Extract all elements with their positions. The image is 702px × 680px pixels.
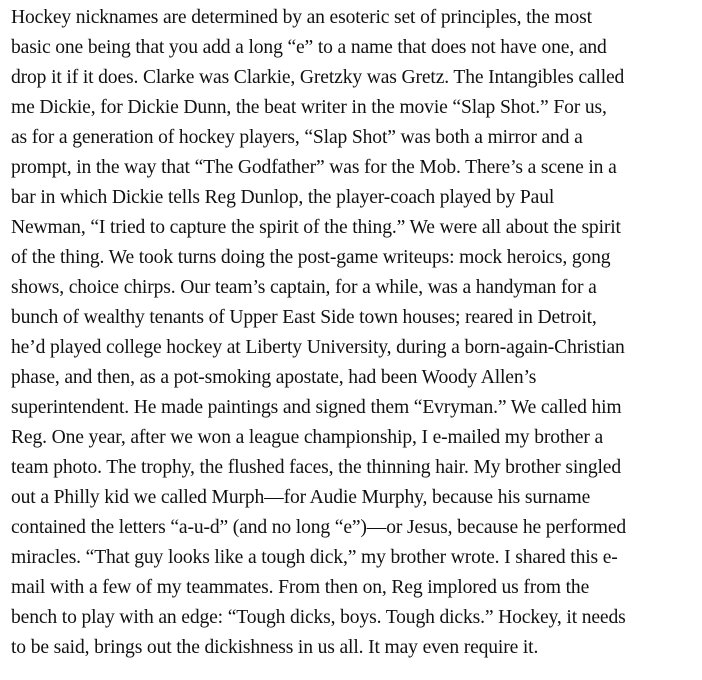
text-line: superintendent. He made paintings and signed them “Evryman.” We called him (11, 397, 622, 418)
text-line: as for a generation of hockey players, “Slap Shot” was both a mirror and a (11, 127, 583, 148)
text-line: drop it if it does. Clarke was Clarkie, Gretzky was Gretz. The Intangibles called (11, 67, 625, 88)
text-line: Reg. One year, after we won a league championship, I e-mailed my brother a (11, 427, 604, 448)
text-line: out a Philly kid we called Murph—for Audie Murphy, because his surname (11, 487, 591, 508)
text-line: bar in which Dickie tells Reg Dunlop, the player-coach played by Paul (11, 187, 555, 208)
article-text (11, 3, 701, 663)
text-line: contained the letters “a-u-d” (and no long “e”)—or Jesus, because he performed (11, 517, 627, 538)
text-line: shows, choice chirps. Our team’s captain, for a while, was a handyman for a (11, 277, 597, 298)
text-line: me Dickie, for Dickie Dunn, the beat writer in the movie “Slap Shot.” For us, (11, 97, 607, 118)
text-line: Newman, “I tried to capture the spirit of the thing.” We were all about the spirit (11, 217, 621, 238)
text-line: bunch of wealthy tenants of Upper East Side town houses; reared in Detroit, (11, 307, 597, 328)
text-line: mail with a few of my teammates. From then on, Reg implored us from the (11, 577, 590, 598)
text-line: team photo. The trophy, the flushed faces, the thinning hair. My brother singled (11, 457, 621, 478)
text-line: of the thing. We took turns doing the post-game writeups: mock heroics, gong (11, 247, 611, 268)
text-line: he’d played college hockey at Liberty University, during a born-again-Christian (11, 337, 625, 358)
text-line: miracles. “That guy looks like a tough dick,” my brother wrote. I shared this e- (11, 547, 618, 568)
text-line: bench to play with an edge: “Tough dicks, boys. Tough dicks.” Hockey, it needs (11, 607, 626, 628)
text-line: prompt, in the way that “The Godfather” was for the Mob. There’s a scene in a (11, 157, 617, 178)
text-line: Hockey nicknames are determined by an esoteric set of principles, the most (11, 7, 592, 28)
text-line: basic one being that you add a long “e” to a name that does not have one, and (11, 37, 607, 58)
text-line: to be said, brings out the dickishness in us all. It may even require it. (11, 637, 539, 658)
text-line: phase, and then, as a pot-smoking apostate, had been Woody Allen’s (11, 367, 537, 388)
